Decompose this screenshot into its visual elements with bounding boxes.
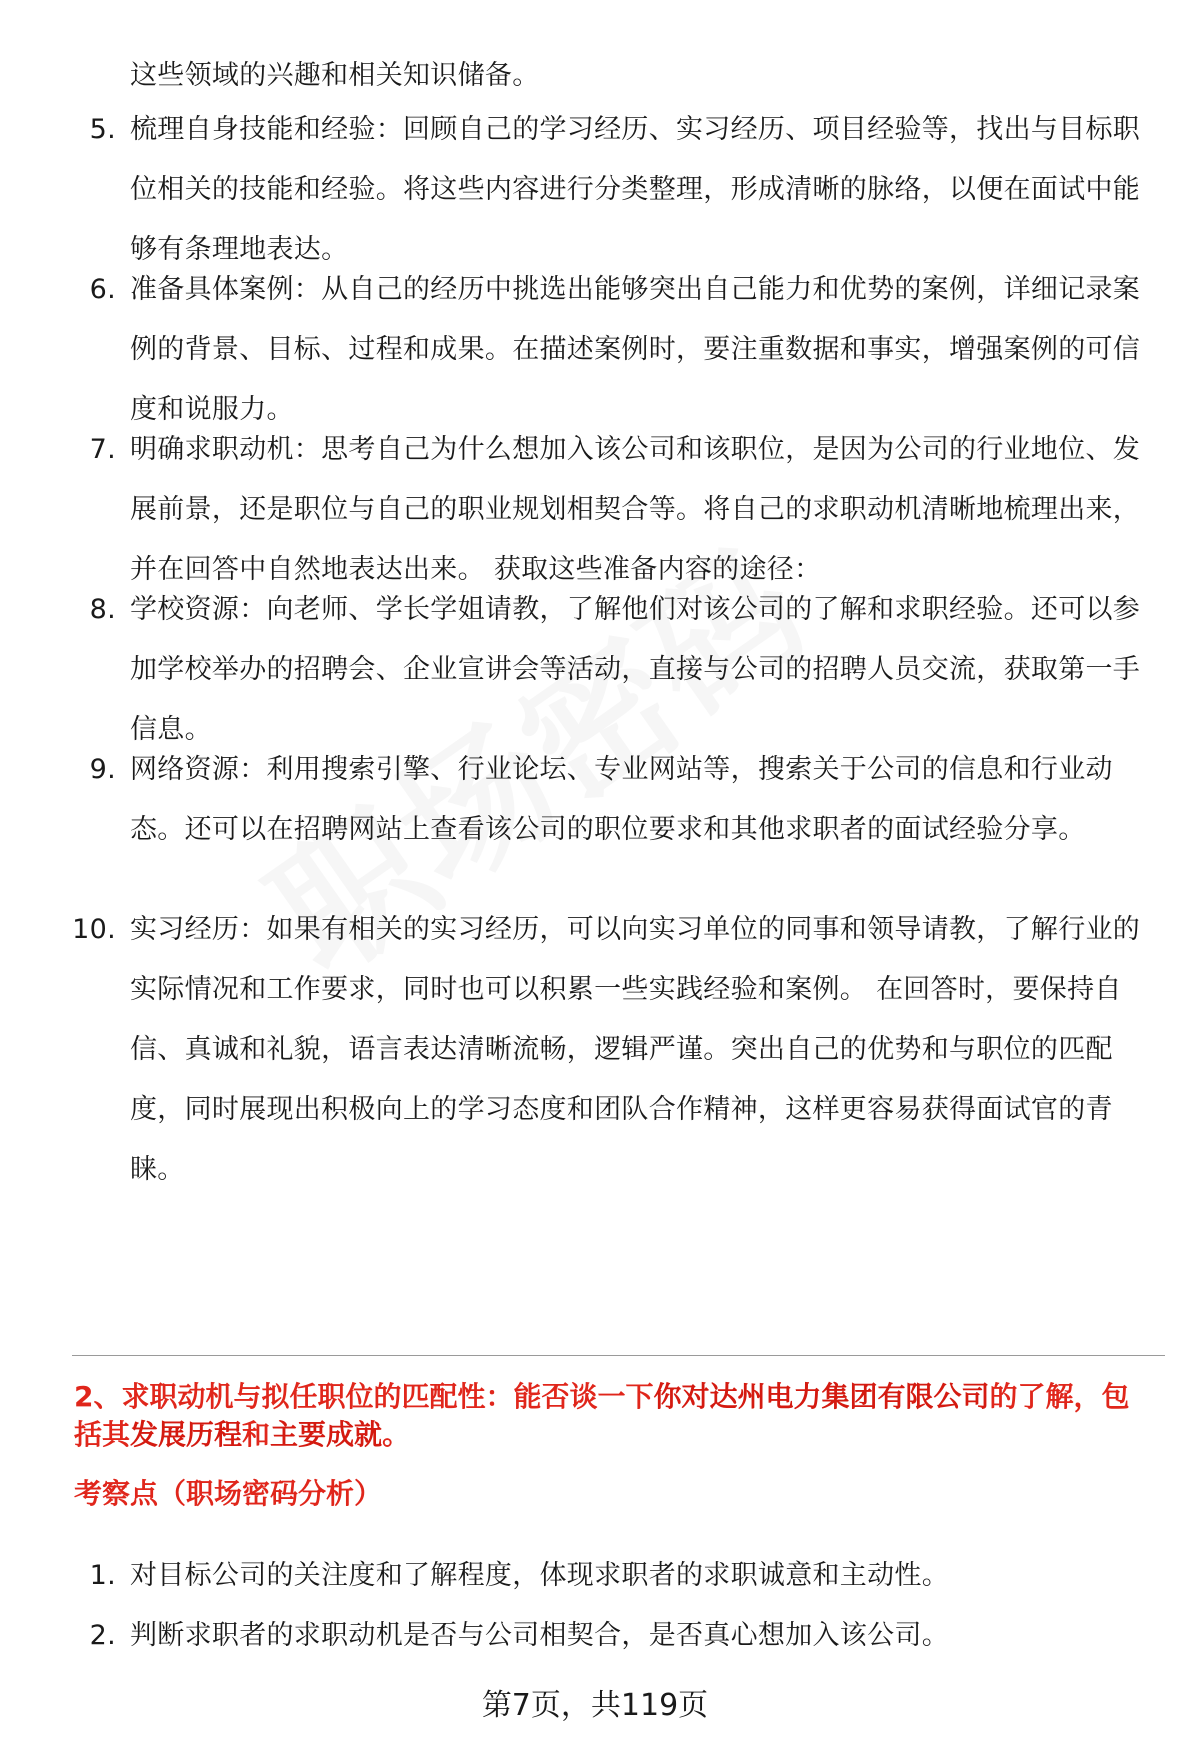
list-item (0, 100, 1150, 280)
list-item-text: 判断求职者的求职动机是否与公司相契合，是否真心想加入该公司。 (130, 1620, 949, 1651)
list-item (0, 260, 1150, 440)
assessment-heading: 考察点（职场密码分析） (74, 1477, 383, 1510)
list-item-text: 网络资源：利用搜索引擎、行业论坛、专业网站等，搜索关于公司的信息和行业动态。还可以在招聘网站上查看该公司的职位要求和其他求职者的面试经验分享。 (130, 754, 1113, 845)
question-emphasis-history: 发展历程 (130, 1418, 243, 1451)
assessment-points-list (0, 1546, 1190, 1666)
question-prefix: 2、求职动机与拟任职位的匹配性：能否谈一下 (74, 1380, 654, 1413)
question-title (74, 1378, 1150, 1454)
question-middle2: 和 (242, 1418, 271, 1451)
list-item-number: 7. (89, 434, 116, 465)
question-emphasis-company: 你对达州电力集团有限公司 (653, 1380, 990, 1413)
section-divider (72, 1355, 1165, 1356)
list-item-number: 9. (89, 754, 116, 785)
page-footer: 第7页，共119页 (481, 1688, 709, 1723)
list-item-number: 1. (89, 1560, 116, 1591)
list-item-number: 8. (89, 594, 116, 625)
list-item (0, 740, 1150, 860)
list-item-number: 6. (89, 274, 116, 305)
list-item-text: 梳理自身技能和经验：回顾自己的学习经历、实习经历、项目经验等，找出与目标职位相关的技能和经验。将这些内容进行分类整理，形成清晰的脉络，以便在面试中能够有条理地表达。 (130, 114, 1141, 265)
question-emphasis-achievements: 主要成就 (270, 1418, 383, 1451)
question-suffix: 。 (382, 1418, 411, 1451)
list-item-text: 准备具体案例：从自己的经历中挑选出能够突出自己能力和优势的案例，详细记录案例的背景、目标、过程和成果。在描述案例时，要注重数据和事实，增强案例的可信度和说服力。 (130, 274, 1141, 425)
list-item (0, 580, 1150, 760)
list-item-text: 实习经历：如果有相关的实习经历，可以向实习单位的同事和领导请教，了解行业的实际情况和工作要求，同时也可以积累一些实践经验和案例。 在回答时，要保持自信、真诚和礼貌，语言表达清晰流畅，逻辑严谨。突出自己的优势和与职位的匹配度，同时展现出积极向上的学习态度和团队合作精神，这样更容易获得面试官的青睐。 (130, 914, 1141, 1185)
list-item (0, 1546, 1150, 1606)
list-item-text: 学校资源：向老师、学长学姐请教，了解他们对该公司的了解和求职经验。还可以参加学校举办的招聘会、企业宣讲会等活动，直接与公司的招聘人员交流，获取第一手信息。 (130, 594, 1141, 745)
list-item (0, 900, 1150, 1200)
list-item (0, 1606, 1150, 1666)
question-middle: 的了解，包括其 (74, 1380, 1130, 1451)
list-item-text: 对目标公司的关注度和了解程度，体现求职者的求职诚意和主动性。 (130, 1560, 949, 1591)
list-item-number: 5. (89, 114, 116, 145)
list-item-text: 明确求职动机：思考自己为什么想加入该公司和该职位，是因为公司的行业地位、发展前景，还是职位与自己的职业规划相契合等。将自己的求职动机清晰地梳理出来，并在回答中自然地表达出来。 获取这些准备内容的途径： (130, 434, 1141, 585)
list-item (0, 420, 1150, 600)
continuation-text: 这些领域的兴趣和相关知识储备。 (130, 60, 540, 91)
list-item-number: 10. (72, 914, 116, 945)
list-item-number: 2. (89, 1620, 116, 1651)
